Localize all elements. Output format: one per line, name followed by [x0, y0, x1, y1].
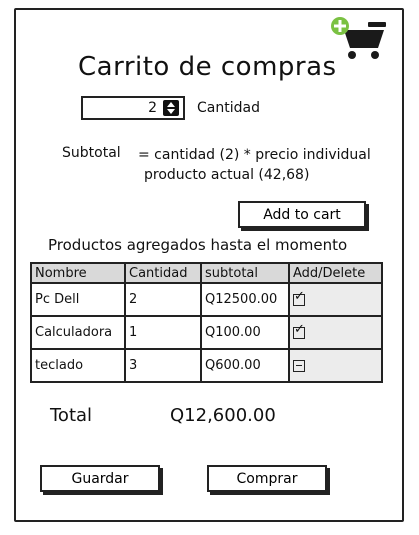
- cell-subtotal: Q100.00: [201, 316, 289, 349]
- cell-action: [289, 283, 382, 316]
- checkbox-checked-icon[interactable]: [293, 327, 305, 339]
- cell-name: teclado: [31, 349, 125, 382]
- cell-subtotal: Q12500.00: [201, 283, 289, 316]
- cart-basket: [344, 30, 384, 48]
- checkbox-checked-icon[interactable]: [293, 294, 305, 306]
- buy-button[interactable]: Comprar: [207, 465, 327, 492]
- cell-name: Pc Dell: [31, 283, 125, 316]
- col-nombre: Nombre: [31, 263, 125, 283]
- subtotal-formula: [138, 145, 398, 185]
- products-heading: Productos agregados hasta el momento: [48, 236, 348, 254]
- quantity-value[interactable]: 2: [148, 100, 157, 116]
- formula-line-1: = cantidad (2) * precio individual: [138, 147, 371, 163]
- cell-action: [289, 349, 382, 382]
- col-cantidad: Cantidad: [125, 263, 201, 283]
- stepper-arrows-icon[interactable]: [163, 100, 179, 116]
- total-label: Total: [50, 405, 93, 426]
- quantity-label: Cantidad: [197, 100, 260, 116]
- quantity-stepper[interactable]: [81, 96, 185, 120]
- table-row: [31, 349, 382, 382]
- add-to-cart-button[interactable]: Add to cart: [238, 201, 366, 228]
- save-button[interactable]: Guardar: [40, 465, 160, 492]
- cell-subtotal: Q600.00: [201, 349, 289, 382]
- checkbox-minus-icon[interactable]: [293, 360, 305, 372]
- table-row: [31, 283, 382, 316]
- cell-action: [289, 316, 382, 349]
- total-value: Q12,600.00: [170, 405, 276, 426]
- cell-qty: 1: [125, 316, 201, 349]
- page-title: Carrito de compras: [78, 52, 337, 82]
- cart-handle: [368, 22, 386, 27]
- cart-wheel-right: [371, 51, 379, 59]
- table-row: [31, 316, 382, 349]
- cart-wheel-left: [348, 51, 356, 59]
- col-subtotal: subtotal: [201, 263, 289, 283]
- formula-line-2: producto actual (42,68): [144, 167, 310, 183]
- col-add-delete: Add/Delete: [289, 263, 382, 283]
- cell-name: Calculadora: [31, 316, 125, 349]
- table-header-row: [31, 263, 382, 283]
- subtotal-label: Subtotal: [62, 145, 121, 161]
- cell-qty: 3: [125, 349, 201, 382]
- products-table: [30, 262, 383, 383]
- cell-qty: 2: [125, 283, 201, 316]
- add-to-cart-icon[interactable]: [328, 16, 390, 60]
